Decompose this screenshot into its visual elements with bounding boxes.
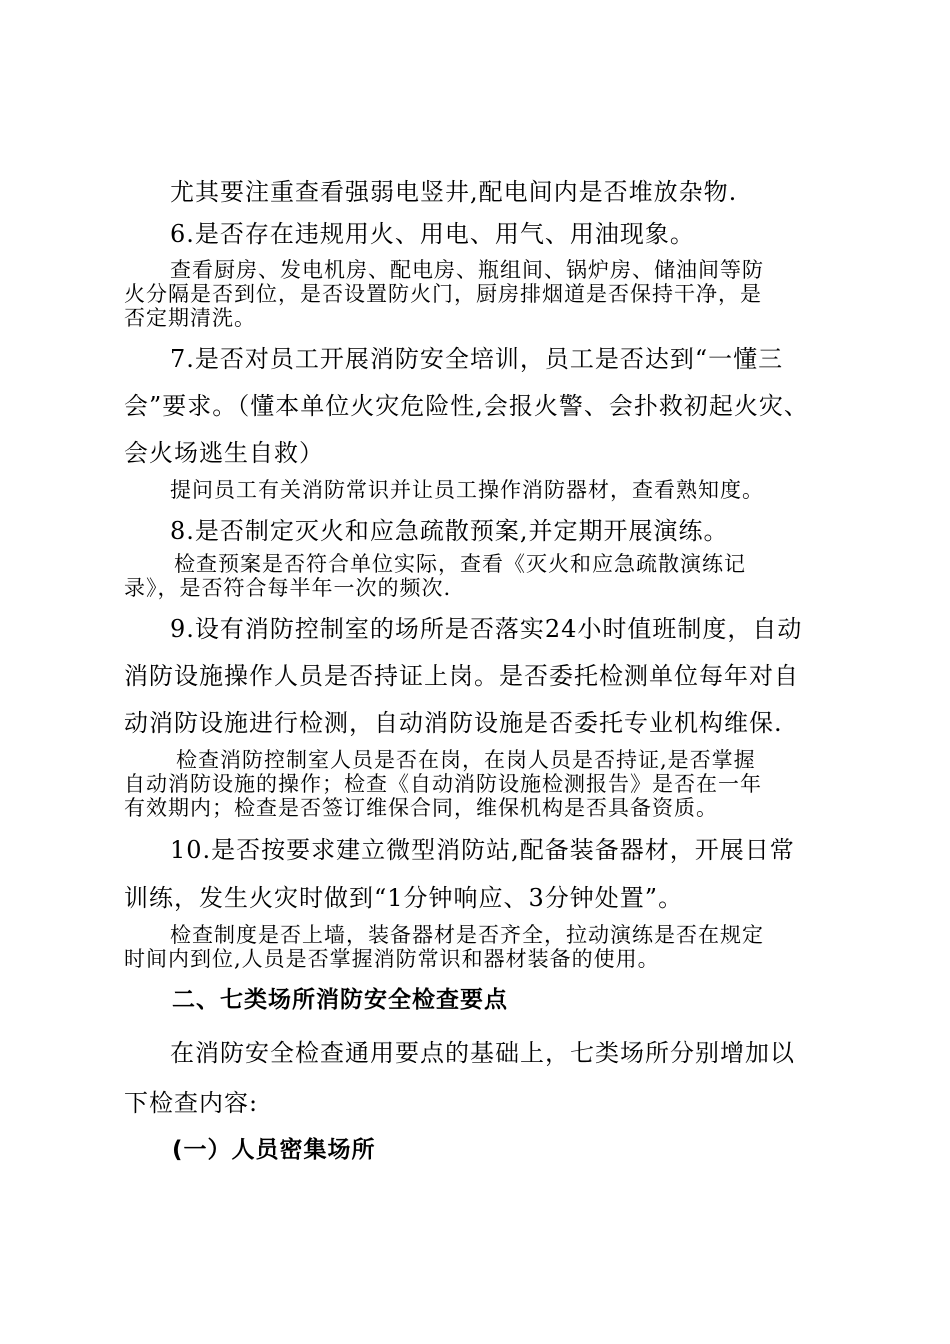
paragraph-line: 检查制度是否上墙，装备器材是否齐全，拉动演练是否在规定 xyxy=(170,923,764,947)
paragraph-line: 会”要求。（懂本单位火灾危险性,会报火警、会扑救初起火灾、 xyxy=(124,392,809,420)
paragraph-line: 训练，发生火灾时做到“1分钟响应、3分钟处置”。 xyxy=(124,884,684,912)
section-heading: 二、七类场所消防安全检查要点 xyxy=(172,987,508,1013)
paragraph-line: 会火场逃生自救） xyxy=(124,439,324,467)
paragraph-line: 火分隔是否到位，是否设置防火门，厨房排烟道是否保持干净，是 xyxy=(124,282,762,306)
paragraph-line: 查看厨房、发电机房、配电房、瓶组间、锅炉房、储油间等防 xyxy=(170,258,764,282)
paragraph-line: 检查预案是否符合单位实际，查看《灭火和应急疏散演练记 xyxy=(174,552,746,576)
item-6: 6.是否存在违规用火、用电、用气、用油现象。 xyxy=(170,220,695,248)
paragraph-line: 消防设施操作人员是否持证上岗。是否委托检测单位每年对自 xyxy=(124,662,799,690)
paragraph-line: 尤其要注重查看强弱电竖井,配电间内是否堆放杂物. xyxy=(170,178,738,206)
paragraph-line: 录》，是否符合每半年一次的频次. xyxy=(124,576,452,600)
paragraph-line: 有效期内；检查是否签订维保合同，维保机构是否具备资质。 xyxy=(124,796,718,820)
item-9: 9.设有消防控制室的场所是否落实24小时值班制度，自动 xyxy=(170,615,803,643)
item-10: 10.是否按要求建立微型消防站,配备装备器材，开展日常 xyxy=(170,836,795,864)
paragraph-line: 否定期清洗。 xyxy=(124,306,256,330)
subsection-heading: (一）人员密集场所 xyxy=(172,1137,376,1163)
paragraph-line: 检查消防控制室人员是否在岗，在岗人员是否持证,是否掌握 xyxy=(176,748,756,772)
item-7: 7.是否对员工开展消防安全培训，员工是否达到“一懂三 xyxy=(170,345,784,373)
paragraph-line: 在消防安全检查通用要点的基础上，七类场所分别增加以 xyxy=(170,1039,795,1067)
paragraph-line: 自动消防设施的操作；检查《自动消防设施检测报告》是否在一年 xyxy=(124,772,762,796)
paragraph-line: 动消防设施进行检测，自动消防设施是否委托专业机构维保. xyxy=(124,709,783,737)
paragraph-line: 下检查内容: xyxy=(124,1089,259,1117)
paragraph-line: 提问员工有关消防常识并让员工操作消防器材，查看熟知度。 xyxy=(170,478,764,502)
paragraph-line: 时间内到位,人员是否掌握消防常识和器材装备的使用。 xyxy=(124,947,660,971)
item-8: 8.是否制定灭火和应急疏散预案,并定期开展演练。 xyxy=(170,517,729,545)
